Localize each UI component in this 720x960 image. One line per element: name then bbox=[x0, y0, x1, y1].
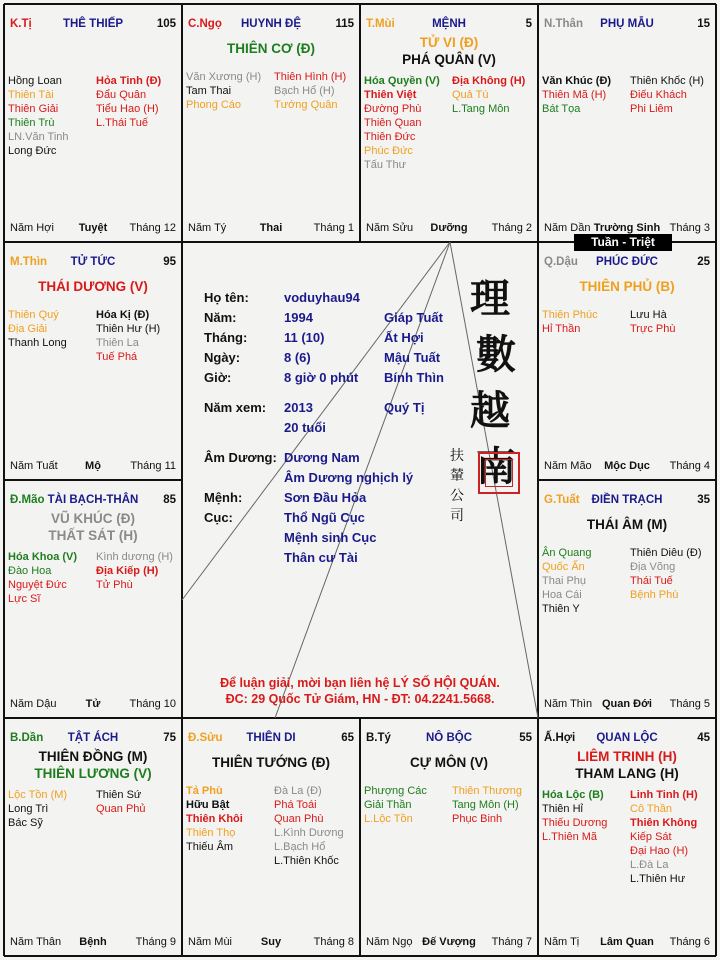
contact-address: ĐC: 29 Quốc Tử Giám, HN - ĐT: 04.2241.5668. bbox=[225, 692, 495, 706]
palace-name: TẬT ÁCH bbox=[67, 732, 119, 744]
minor-star: Thiếu Âm bbox=[186, 841, 234, 853]
minor-star: Thiên Không bbox=[630, 817, 698, 829]
palace-footer bbox=[10, 698, 176, 712]
palace-age: 95 bbox=[163, 256, 176, 268]
minor-star: Hồng Loan bbox=[8, 75, 62, 87]
minor-star: Phá Toái bbox=[274, 799, 317, 811]
main-star: THIÊN CƠ (Đ) bbox=[226, 41, 315, 56]
minor-star: Thiên La bbox=[96, 337, 139, 349]
minor-star: Thanh Long bbox=[8, 337, 67, 349]
palace-month: Tháng 6 bbox=[669, 936, 710, 948]
info-label: Giờ: bbox=[204, 370, 232, 385]
minor-star: Hóa Khoa (V) bbox=[8, 551, 78, 563]
palace-ti bbox=[4, 4, 182, 242]
palace-footer bbox=[366, 222, 532, 236]
info-value: Thân cư Tài bbox=[284, 550, 358, 565]
minor-star: Thiên Sứ bbox=[96, 789, 142, 801]
palace-header bbox=[10, 494, 176, 508]
main-star: THIÊN TƯỚNG (Đ) bbox=[212, 755, 330, 770]
minor-star: Đẩu Quân bbox=[96, 89, 147, 101]
palace-month: Tháng 9 bbox=[135, 936, 176, 948]
minor-star: Văn Khúc (Đ) bbox=[542, 75, 612, 87]
info-value: 8 (6) bbox=[284, 350, 311, 365]
palace-footer bbox=[10, 936, 176, 950]
palace-age: 105 bbox=[156, 18, 176, 30]
palace-footer bbox=[10, 222, 176, 236]
minor-star: Tam Thai bbox=[186, 85, 232, 97]
minor-stars-left bbox=[8, 788, 67, 830]
palace-branch: M.Thìn bbox=[10, 256, 48, 268]
palace-branch: B.Dần bbox=[10, 732, 44, 744]
palace-year: Năm Tý bbox=[188, 222, 227, 234]
palace-header bbox=[10, 732, 176, 746]
palace-mao bbox=[4, 480, 182, 718]
palace-stage: Lâm Quan bbox=[600, 936, 654, 948]
minor-star: Thiên Giải bbox=[8, 103, 59, 115]
palace-name: QUAN LỘC bbox=[596, 732, 658, 744]
palace-ty bbox=[360, 718, 538, 956]
minor-stars-right bbox=[452, 74, 525, 116]
minor-star: Thiên Hư (H) bbox=[96, 323, 161, 335]
info-value: 11 (10) bbox=[284, 330, 325, 345]
palace-year: Năm Thân bbox=[10, 936, 62, 948]
palace-branch: K.Tị bbox=[10, 18, 32, 30]
minor-stars-right bbox=[96, 788, 146, 816]
minor-star: Đào Hoa bbox=[8, 565, 52, 577]
minor-star: L.Thiên Hư bbox=[630, 873, 686, 885]
minor-stars-right bbox=[630, 788, 698, 886]
minor-stars-left bbox=[8, 74, 69, 158]
palace-footer bbox=[544, 936, 710, 950]
minor-star: Thiên Đức bbox=[364, 131, 416, 143]
palace-year: Năm Thìn bbox=[544, 698, 593, 710]
minor-star: Phi Liêm bbox=[630, 103, 673, 115]
minor-star: Hỉ Thần bbox=[542, 323, 581, 335]
minor-star: Tấu Thư bbox=[364, 159, 407, 171]
minor-star: L.Thái Tuế bbox=[96, 117, 148, 129]
minor-star: Thiên Tài bbox=[8, 89, 54, 101]
main-stars bbox=[542, 516, 712, 533]
palace-age: 85 bbox=[163, 494, 176, 506]
info-label: Cục: bbox=[204, 510, 233, 525]
info-value: 8 giờ 0 phút bbox=[284, 370, 359, 385]
minor-star: Bạch Hổ (H) bbox=[274, 85, 335, 97]
info-label: Ngày: bbox=[204, 350, 241, 365]
palace-age: 15 bbox=[697, 18, 710, 30]
minor-stars-left bbox=[542, 74, 611, 116]
minor-star: Giải Thần bbox=[364, 799, 412, 811]
minor-star: Lực Sĩ bbox=[8, 593, 41, 605]
palace-stage: Thai bbox=[259, 222, 283, 234]
minor-star: Tướng Quân bbox=[274, 99, 338, 111]
minor-stars-right bbox=[274, 70, 346, 112]
calligraphy-small-char: 公 bbox=[450, 488, 464, 504]
palace-branch: Q.Dậu bbox=[544, 256, 578, 268]
palace-age: 55 bbox=[519, 732, 532, 744]
palace-branch: G.Tuất bbox=[544, 494, 580, 506]
minor-star: Thiên Phúc bbox=[542, 309, 598, 321]
minor-star: Hóa Lộc (B) bbox=[542, 789, 604, 801]
main-stars bbox=[542, 278, 712, 295]
minor-stars-left bbox=[542, 788, 607, 844]
minor-stars-left bbox=[542, 546, 592, 616]
palace-dau bbox=[538, 242, 716, 480]
info-label: Tháng: bbox=[204, 330, 248, 345]
palace-header bbox=[10, 18, 176, 32]
palace-footer bbox=[366, 936, 532, 950]
main-star: THAM LANG (H) bbox=[575, 766, 679, 781]
info-canchi: Bính Thìn bbox=[384, 370, 444, 385]
calligraphy-char: 數 bbox=[476, 331, 516, 378]
info-label: Năm xem: bbox=[204, 400, 267, 415]
minor-star: Thiên Thọ bbox=[186, 827, 236, 839]
palace-footer bbox=[188, 222, 354, 236]
main-stars bbox=[8, 278, 178, 295]
palace-header bbox=[10, 256, 176, 270]
palace-header bbox=[366, 18, 532, 32]
minor-star: Thiên Quan bbox=[364, 117, 422, 129]
palace-stage: Suy bbox=[260, 936, 282, 948]
main-stars bbox=[8, 748, 178, 782]
minor-star: Thiên Khốc (H) bbox=[630, 75, 704, 87]
minor-star: Kiếp Sát bbox=[630, 831, 672, 843]
palace-name: HUYNH ĐỆ bbox=[240, 18, 302, 30]
palace-header bbox=[188, 732, 354, 746]
minor-star: Phong Cáo bbox=[186, 99, 242, 111]
palace-name: TỬ TỨC bbox=[70, 256, 116, 268]
palace-branch: Đ.Mão bbox=[10, 494, 45, 506]
palace-header bbox=[544, 732, 710, 746]
minor-star: Đà La (Đ) bbox=[274, 785, 322, 797]
minor-star: Thai Phụ bbox=[542, 575, 587, 587]
palace-stage: Mộc Dục bbox=[604, 460, 650, 472]
minor-stars-right bbox=[630, 546, 702, 602]
minor-stars-right bbox=[96, 308, 160, 364]
palace-header bbox=[366, 732, 532, 746]
palace-month: Tháng 8 bbox=[313, 936, 354, 948]
palace-thin bbox=[4, 242, 182, 480]
palace-stage: Bệnh bbox=[79, 936, 107, 948]
minor-stars-left bbox=[8, 308, 67, 350]
palace-name: PHỤ MẪU bbox=[600, 18, 654, 30]
minor-star: Phúc Đức bbox=[364, 145, 413, 157]
palace-stage: Tuyệt bbox=[78, 222, 108, 234]
palace-year: Năm Mùi bbox=[188, 936, 233, 948]
minor-star: Địa Võng bbox=[630, 561, 676, 573]
minor-star: Đại Hao (H) bbox=[630, 845, 689, 857]
palace-stage: Tử bbox=[85, 698, 101, 710]
palace-month: Tháng 2 bbox=[491, 222, 532, 234]
palace-suu bbox=[182, 718, 360, 956]
main-stars bbox=[8, 510, 178, 544]
palace-stage: Mộ bbox=[85, 460, 101, 472]
info-canchi: Ất Hợi bbox=[384, 330, 424, 345]
minor-star: Thiên Quý bbox=[8, 309, 59, 321]
minor-star: Hoa Cái bbox=[542, 589, 582, 601]
minor-stars-right bbox=[96, 74, 161, 130]
minor-star: L.Tang Môn bbox=[452, 103, 510, 115]
palace-age: 35 bbox=[697, 494, 710, 506]
minor-stars-left bbox=[364, 74, 440, 172]
minor-star: L.Bạch Hổ bbox=[274, 841, 326, 853]
minor-star: Kình dương (H) bbox=[96, 551, 173, 563]
minor-star: Bệnh Phù bbox=[630, 589, 679, 601]
minor-star: Thiên Trù bbox=[8, 117, 55, 129]
palace-header bbox=[544, 18, 710, 32]
minor-star: Địa Giải bbox=[8, 323, 48, 335]
main-star: VŨ KHÚC (Đ) bbox=[51, 511, 135, 526]
info-canchi: Mậu Tuất bbox=[384, 350, 441, 365]
minor-star: L.Đà La bbox=[630, 859, 669, 871]
info-value: Mệnh sinh Cục bbox=[284, 530, 377, 545]
palace-branch: C.Ngọ bbox=[188, 18, 222, 30]
palace-age: 25 bbox=[697, 256, 710, 268]
minor-star: Thái Tuế bbox=[630, 575, 673, 587]
minor-star: Thiên Việt bbox=[364, 89, 417, 101]
minor-star: Thiếu Dương bbox=[542, 817, 608, 829]
palace-age: 115 bbox=[335, 18, 354, 30]
minor-star: Quả Tú bbox=[452, 89, 489, 101]
palace-name: TÀI BẠCH-THÂN bbox=[47, 494, 139, 506]
minor-star: Hóa Kị (Đ) bbox=[96, 309, 150, 321]
minor-star: Thiên Hỉ bbox=[542, 803, 583, 815]
info-canchi: Giáp Tuất bbox=[384, 310, 443, 325]
calligraphy-small-char: 司 bbox=[450, 508, 464, 524]
info-value: Dương Nam bbox=[284, 450, 360, 465]
palace-branch: T.Mùi bbox=[366, 18, 395, 30]
palace-year: Năm Sửu bbox=[366, 222, 414, 234]
minor-star: L.Thiên Khốc bbox=[274, 855, 339, 867]
palace-month: Tháng 3 bbox=[669, 222, 710, 234]
palace-age: 75 bbox=[163, 732, 176, 744]
minor-star: Tuế Phá bbox=[96, 351, 138, 363]
palace-hoi bbox=[538, 718, 716, 956]
palace-name: NÔ BỘC bbox=[426, 732, 472, 744]
palace-stage: Đế Vượng bbox=[422, 936, 476, 948]
info-value: voduyhau94 bbox=[284, 290, 360, 305]
minor-star: Nguyệt Đức bbox=[8, 579, 67, 591]
palace-header bbox=[544, 256, 710, 270]
info-value: Sơn Đầu Hỏa bbox=[284, 490, 367, 505]
minor-star: Ân Quang bbox=[542, 547, 592, 559]
minor-star: Thiên Mã (H) bbox=[542, 89, 607, 101]
palace-month: Tháng 1 bbox=[313, 222, 354, 234]
palace-ngo bbox=[182, 4, 360, 242]
minor-stars-left bbox=[364, 784, 427, 826]
info-value: Thổ Ngũ Cục bbox=[284, 510, 365, 525]
minor-star: LN.Văn Tinh bbox=[8, 131, 69, 143]
info-label: Họ tên: bbox=[204, 290, 249, 305]
palace-year: Năm Dậu bbox=[10, 698, 57, 710]
info-canchi: Quý Tị bbox=[384, 400, 425, 415]
info-value: 2013 bbox=[284, 400, 313, 415]
palace-year: Năm Tị bbox=[544, 936, 580, 948]
main-star: TỬ VI (Đ) bbox=[419, 35, 479, 50]
palace-header bbox=[544, 494, 710, 508]
minor-star: Tang Môn (H) bbox=[452, 799, 519, 811]
palace-branch: N.Thân bbox=[544, 18, 583, 30]
palace-month: Tháng 5 bbox=[669, 698, 710, 710]
red-seal-stamp bbox=[478, 452, 520, 494]
minor-stars-right bbox=[96, 550, 173, 592]
info-label: Năm: bbox=[204, 310, 237, 325]
minor-star: Văn Xương (H) bbox=[186, 71, 262, 83]
palace-age: 65 bbox=[341, 732, 354, 744]
main-star: THIÊN ĐỒNG (M) bbox=[38, 749, 148, 764]
minor-star: Đường Phù bbox=[364, 103, 422, 115]
palace-footer bbox=[188, 936, 354, 950]
palace-footer bbox=[544, 460, 710, 474]
minor-star: Quan Phù bbox=[274, 813, 324, 825]
minor-star: Tiểu Hao (H) bbox=[96, 103, 159, 115]
palace-month: Tháng 7 bbox=[491, 936, 532, 948]
palace-branch: Ấ.Hợi bbox=[544, 732, 576, 744]
palace-year: Năm Ngọ bbox=[366, 936, 413, 948]
palace-stage: Quan Đới bbox=[602, 698, 652, 710]
main-stars bbox=[364, 754, 534, 771]
palace-footer bbox=[10, 460, 176, 474]
minor-star: Thiên Hình (H) bbox=[274, 71, 347, 83]
minor-star: Thiên Khôi bbox=[186, 813, 243, 825]
minor-star: Lộc Tồn (M) bbox=[8, 789, 68, 801]
minor-stars-left bbox=[8, 550, 77, 606]
minor-stars-right bbox=[630, 74, 704, 116]
palace-stage: Trường Sinh bbox=[593, 222, 661, 234]
minor-star: Hữu Bật bbox=[186, 799, 230, 811]
main-star: THIÊN PHỦ (B) bbox=[579, 279, 675, 294]
palace-mui bbox=[360, 4, 538, 242]
main-star: THÁI ÂM (M) bbox=[586, 517, 668, 532]
info-value: Âm Dương nghịch lý bbox=[284, 470, 414, 485]
minor-star: Long Đức bbox=[8, 145, 57, 157]
info-label: Âm Dương: bbox=[204, 450, 277, 465]
main-star: THIÊN LƯƠNG (V) bbox=[34, 766, 152, 781]
palace-tuat bbox=[538, 480, 716, 718]
minor-star: Phục Binh bbox=[452, 813, 503, 825]
minor-stars-left bbox=[186, 784, 243, 854]
palace-name: MỆNH bbox=[432, 18, 466, 30]
minor-star: Quan Phủ bbox=[96, 803, 146, 815]
minor-star: Bác Sỹ bbox=[8, 817, 43, 829]
calligraphy-char: 越 bbox=[470, 387, 510, 434]
calligraphy-small-char: 扶 bbox=[450, 448, 464, 464]
palace-name: PHÚC ĐỨC bbox=[596, 256, 658, 268]
minor-star: Tử Phù bbox=[96, 579, 133, 591]
minor-star: Cô Thần bbox=[630, 803, 672, 815]
minor-star: Long Trì bbox=[8, 803, 49, 815]
palace-month: Tháng 11 bbox=[130, 460, 176, 472]
calligraphy-char: 南 bbox=[476, 443, 516, 490]
minor-star: Trực Phù bbox=[630, 323, 676, 335]
minor-star: L.Kình Dương bbox=[274, 827, 344, 839]
minor-star: Điếu Khách bbox=[630, 89, 687, 101]
main-star: THÁI DƯƠNG (V) bbox=[38, 279, 148, 294]
minor-star: L.Lộc Tồn bbox=[364, 813, 413, 825]
palace-footer bbox=[544, 698, 710, 712]
minor-star: Phượng Các bbox=[364, 785, 427, 797]
minor-star: Thiên Thương bbox=[452, 785, 523, 797]
minor-star: Địa Kiếp (H) bbox=[96, 565, 159, 577]
minor-stars-left bbox=[542, 308, 598, 336]
palace-name: THÊ THIẾP bbox=[62, 18, 124, 30]
minor-stars-right bbox=[630, 308, 675, 336]
main-star: PHÁ QUÂN (V) bbox=[402, 52, 496, 67]
palace-year: Năm Tuất bbox=[10, 460, 58, 472]
minor-star: Lưu Hà bbox=[630, 309, 667, 321]
palace-dan bbox=[4, 718, 182, 956]
palace-stage: Dưỡng bbox=[430, 222, 468, 234]
info-value: 1994 bbox=[284, 310, 313, 325]
minor-star: Hỏa Tinh (Đ) bbox=[96, 75, 162, 87]
minor-star: Thiên Y bbox=[542, 603, 580, 615]
info-value: 20 tuổi bbox=[284, 420, 326, 435]
contact-line: Để luận giải, mời bạn liên hệ LÝ SỐ HỘI QUÁN. bbox=[220, 676, 500, 690]
palace-month: Tháng 4 bbox=[669, 460, 710, 472]
minor-stars-right bbox=[452, 784, 522, 826]
info-label: Mệnh: bbox=[204, 490, 243, 505]
calligraphy-char: 理 bbox=[470, 275, 510, 322]
tuan-triet-badge: Tuần - Triệt bbox=[574, 234, 672, 251]
minor-star: Thiên Diêu (Đ) bbox=[630, 547, 702, 559]
main-stars bbox=[186, 40, 356, 57]
main-stars bbox=[542, 748, 712, 782]
main-star: LIÊM TRINH (H) bbox=[577, 749, 677, 764]
palace-year: Năm Mão bbox=[544, 460, 592, 472]
palace-name: THIÊN DI bbox=[246, 732, 296, 744]
minor-star: Tả Phù bbox=[186, 785, 223, 797]
main-stars bbox=[186, 754, 356, 771]
minor-stars-right bbox=[274, 784, 344, 868]
minor-star: Địa Không (H) bbox=[452, 75, 526, 87]
palace-month: Tháng 12 bbox=[129, 222, 176, 234]
palace-name: ĐIỀN TRẠCH bbox=[591, 494, 663, 506]
minor-star: Quốc Ấn bbox=[542, 561, 585, 573]
palace-header bbox=[188, 18, 354, 32]
calligraphy-small-char: 輦 bbox=[450, 468, 464, 484]
main-stars bbox=[364, 34, 534, 68]
minor-star: Bát Tọa bbox=[542, 103, 581, 115]
main-star: CỰ MÔN (V) bbox=[410, 755, 488, 770]
minor-star: Hóa Quyền (V) bbox=[364, 75, 440, 87]
palace-branch: Đ.Sửu bbox=[188, 732, 223, 744]
minor-stars-left bbox=[186, 70, 261, 112]
main-star: THẤT SÁT (H) bbox=[48, 528, 138, 543]
minor-star: Linh Tinh (H) bbox=[630, 789, 698, 801]
palace-than bbox=[538, 4, 716, 242]
palace-age: 45 bbox=[697, 732, 710, 744]
palace-age: 5 bbox=[525, 18, 532, 30]
palace-year: Năm Dần bbox=[544, 222, 591, 234]
palace-year: Năm Hợi bbox=[10, 222, 54, 234]
palace-month: Tháng 10 bbox=[129, 698, 176, 710]
palace-branch: B.Tý bbox=[366, 732, 391, 744]
minor-star: L.Thiên Mã bbox=[542, 831, 598, 843]
